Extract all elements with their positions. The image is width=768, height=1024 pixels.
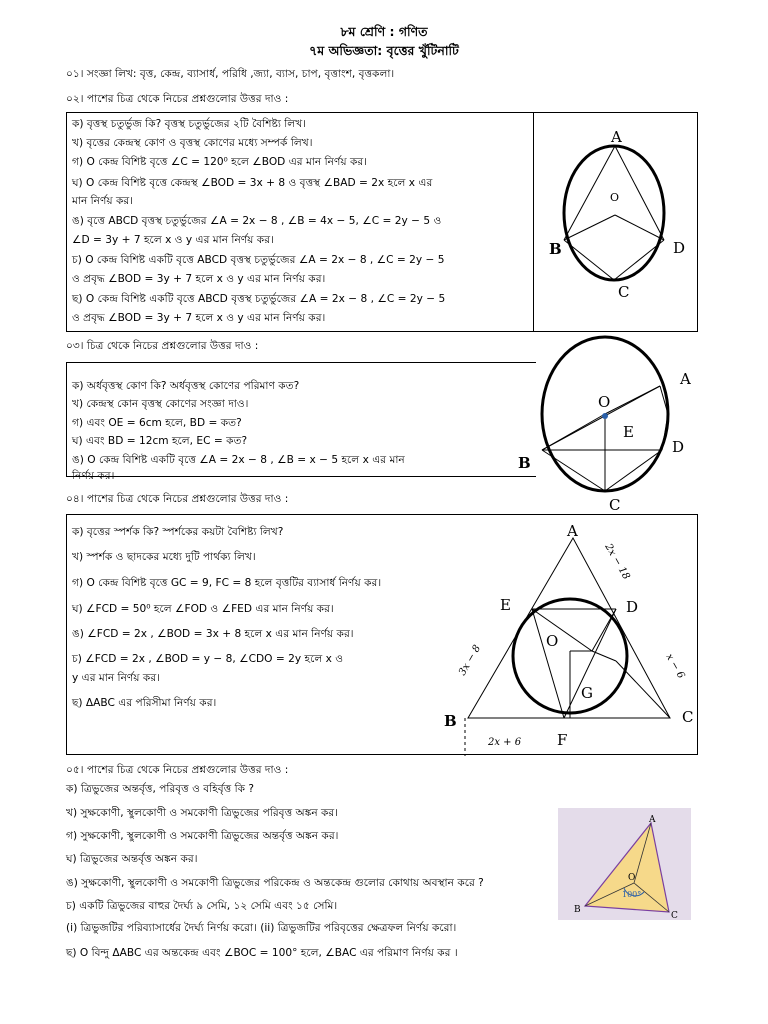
question-2-heading: ০২। পাশের চিত্র থেকে নিচের প্রশ্নগুলোর উত্তর দাও : bbox=[66, 93, 289, 105]
q2-item-gha: ঘ) O কেন্দ্র বিশিষ্ট বৃত্তে কেন্দ্রস্থ ∠BOD = 3x + 8 ও বৃত্তস্থ ∠BAD = 2x হলে x এর bbox=[72, 177, 433, 189]
q2-item-ga: গ) O কেন্দ্র বিশিষ্ট বৃত্তে ∠C = 120⁰ হলে ∠BOD এর মান নির্ণয় কর। bbox=[72, 156, 367, 168]
q4-item-kha: খ) স্পর্শক ও ছাদকের মধ্যে দুটি পার্থক্য লিখ। bbox=[72, 551, 256, 563]
page-subtitle: ৭ম অভিজ্ঞতা: বৃত্তের খুঁটিনাটি bbox=[309, 43, 459, 58]
q3-item-ka: ক) অর্ধবৃত্তস্থ কোণ কি? অর্ধবৃত্তস্থ কোণের পরিমাণ কত? bbox=[72, 380, 300, 392]
q5-item-chha: ছ) O বিন্দু ΔABC এর অন্তকেন্দ্র এবং ∠BOC = 100° হলে, ∠BAC এর পরিমাণ নির্ণয় কর । bbox=[66, 947, 458, 959]
q5-item-ga: গ) সুক্ষকোণী, স্থুলকোণী ও সমকোণী ত্রিভুজের অন্তর্বৃত্ত অঙ্কন কর। bbox=[66, 830, 339, 842]
q5-label-o: O bbox=[628, 873, 636, 883]
q3-item-umo: ঙ) O কেন্দ্র বিশিষ্ট একটি বৃত্তে ∠A = 2x − 8 , ∠B = x − 5 হলে x এর মান bbox=[72, 454, 405, 466]
q4-label-g: G bbox=[581, 684, 593, 702]
q5-item-cha: চ) একটি ত্রিভুজের বাহুর দৈর্ঘ্য ৯ সেমি, ১২ সেমি এবং ১৫ সেমি। bbox=[66, 900, 338, 912]
q2-label-c: C bbox=[618, 283, 630, 301]
question-1: ০১। সংজ্ঞা লিখ: বৃত্ত, কেন্দ্র, ব্যাসার্ধ, পরিধি ,জ্যা, ব্যাস, চাপ, বৃত্তাংশ, বৃত্তকলা। bbox=[66, 68, 395, 80]
q4-item-cha-cont: y এর মান নির্ণয় কর। bbox=[72, 672, 160, 684]
question-5-heading: ০৫। পাশের চিত্র থেকে নিচের প্রশ্নগুলোর উত্তর দাও : bbox=[66, 764, 289, 776]
q3-label-o: O bbox=[598, 393, 611, 411]
q4-item-ga: গ) O কেন্দ্র বিশিষ্ট বৃত্তে GC = 9, FC = 8 হলে বৃত্তটির ব্যাসার্ধ নির্ণয় কর। bbox=[72, 577, 382, 589]
q2-label-b: B bbox=[549, 240, 562, 258]
q3-label-a: A bbox=[680, 370, 691, 388]
q2-circle-figure bbox=[534, 113, 697, 331]
q2-item-gha-cont: মান নির্ণয় কর। bbox=[72, 195, 134, 207]
q2-item-chha-cont: ও প্রবৃদ্ধ ∠BOD = 3y + 7 হলে x ও y এর মান নির্ণয় কর। bbox=[72, 312, 326, 324]
q3-label-c: C bbox=[609, 496, 621, 514]
q3-circle-figure bbox=[505, 330, 705, 515]
q4-label-e: E bbox=[500, 596, 511, 614]
q2-item-kha: খ) বৃত্তের কেন্দ্রস্থ কোণ ও বৃত্তস্থ কোণের মধ্যে সম্পর্ক লিখ। bbox=[72, 137, 313, 149]
q5-item-gha: ঘ) ত্রিভুজের অন্তর্বৃত্ত অঙ্কন কর। bbox=[66, 853, 198, 865]
q3-label-d: D bbox=[672, 438, 685, 456]
q4-item-chha: ছ) ΔABC এর পরিসীমা নির্ণয় কর। bbox=[72, 697, 217, 709]
q4-side-ac-low: x − 6 bbox=[663, 652, 687, 681]
q3-item-gha: ঘ) এবং BD = 12cm হলে, EC = কত? bbox=[72, 435, 248, 447]
q4-label-a: A bbox=[567, 522, 578, 540]
q5-item-umo: ঙ) সুক্ষকোণী, স্থুলকোণী ও সমকোণী ত্রিভুজের পরিকেন্দ্র ও অন্তকেন্দ্র গুলোর কোথায় অবস্থান করে ? bbox=[66, 877, 484, 889]
q5-label-c: C bbox=[671, 911, 678, 920]
q5-figure-image bbox=[558, 808, 691, 920]
q4-item-ka: ক) বৃত্তের স্পর্শক কি? স্পর্শকের কয়টা বৈশিষ্ট্য লিখ? bbox=[72, 526, 284, 538]
q4-side-ab: 3x − 8 bbox=[457, 643, 484, 678]
q2-item-umo-cont: ∠D = 3y + 7 হলে x ও y এর মান নির্ণয় কর। bbox=[72, 234, 274, 246]
q4-item-cha: চ) ∠FCD = 2x , ∠BOD = y − 8, ∠CDO = 2y হলে x ও bbox=[72, 653, 344, 665]
q4-item-gha: ঘ) ∠FCD = 50⁰ হলে ∠FOD ও ∠FED এর মান নির্ণয় কর। bbox=[72, 603, 334, 615]
q3-label-b: B bbox=[518, 454, 531, 472]
q2-item-ka: ক) বৃত্তস্থ চতুর্ভুজ কি? বৃত্তস্থ চতুর্ভুজের ২টি বৈশিষ্ট্য লিখ। bbox=[72, 118, 306, 130]
q5-item-ka: ক) ত্রিভুজের অন্তর্বৃত্ত, পরিবৃত্ত ও বহির্বৃত্ত কি ? bbox=[66, 783, 255, 795]
q4-triangle-figure bbox=[440, 516, 698, 756]
q2-item-cha-cont: ও প্রবৃদ্ধ ∠BOD = 3y + 7 হলে x ও y এর মান নির্ণয় কর। bbox=[72, 273, 326, 285]
question-3-heading: ০৩। চিত্র থেকে নিচের প্রশ্নগুলোর উত্তর দাও : bbox=[66, 340, 259, 352]
q4-label-c: C bbox=[682, 708, 694, 726]
q2-label-o: O bbox=[610, 191, 620, 204]
q3-item-kha: খ) কেন্দ্রস্থ কোন বৃত্তস্থ কোণের সংজ্ঞা দাও। bbox=[72, 398, 249, 410]
q4-label-f: F bbox=[557, 731, 568, 749]
q2-item-chha: ছ) O কেন্দ্র বিশিষ্ট একটি বৃত্তে ABCD বৃত্তস্থ চতুর্ভুজের ∠A = 2x − 8 , ∠C = 2y − 5 bbox=[72, 293, 446, 305]
question-4-heading: ০৪। পাশের চিত্র থেকে নিচের প্রশ্নগুলোর উত্তর দাও : bbox=[66, 493, 289, 505]
q5-label-angle: 100° bbox=[622, 890, 642, 899]
q5-item-cha-parts: (i) ত্রিভুজটির পরিব্যাসার্ধের দৈর্ঘ্য নির্ণয় করো। (ii) ত্রিভুজটির পরিবৃত্তের ক্ষেত্রফল নির্ণয় করো। bbox=[66, 922, 457, 934]
q5-label-a: A bbox=[649, 815, 656, 825]
q2-item-cha: চ) O কেন্দ্র বিশিষ্ট একটি বৃত্তে ABCD বৃত্তস্থ চতুর্ভুজের ∠A = 2x − 8 , ∠C = 2y − 5 bbox=[72, 254, 445, 266]
q5-item-kha: খ) সুক্ষকোণী, স্থুলকোণী ও সমকোণী ত্রিভুজের পরিবৃত্ত অঙ্কন কর। bbox=[66, 807, 339, 819]
q4-side-ac-top: 2x − 18 bbox=[602, 542, 632, 582]
q5-triangle-figure bbox=[558, 808, 691, 920]
q4-label-o: O bbox=[546, 632, 559, 650]
q2-label-d: D bbox=[673, 239, 686, 257]
q4-label-b: B bbox=[444, 712, 457, 730]
q2-item-umo: ঙ) বৃত্তে ABCD বৃত্তস্থ চতুর্ভুজের ∠A = 2x − 8 , ∠B = 4x − 5, ∠C = 2y − 5 ও bbox=[72, 215, 442, 227]
q4-item-umo: ঙ) ∠FCD = 2x , ∠BOD = 3x + 8 হলে x এর মান নির্ণয় কর। bbox=[72, 628, 354, 640]
q5-label-b: B bbox=[574, 905, 581, 915]
q3-label-e: E bbox=[623, 423, 634, 441]
q2-label-a: A bbox=[611, 128, 622, 146]
page-title: ৮ম শ্রেণি : গণিত bbox=[340, 24, 428, 39]
q4-label-d: D bbox=[626, 598, 639, 616]
q4-side-bc: 2x + 6 bbox=[488, 737, 522, 748]
q3-item-umo-cont: নির্ণয় কর। bbox=[72, 470, 115, 482]
q3-item-ga: গ) এবং OE = 6cm হলে, BD = কত? bbox=[72, 417, 242, 429]
